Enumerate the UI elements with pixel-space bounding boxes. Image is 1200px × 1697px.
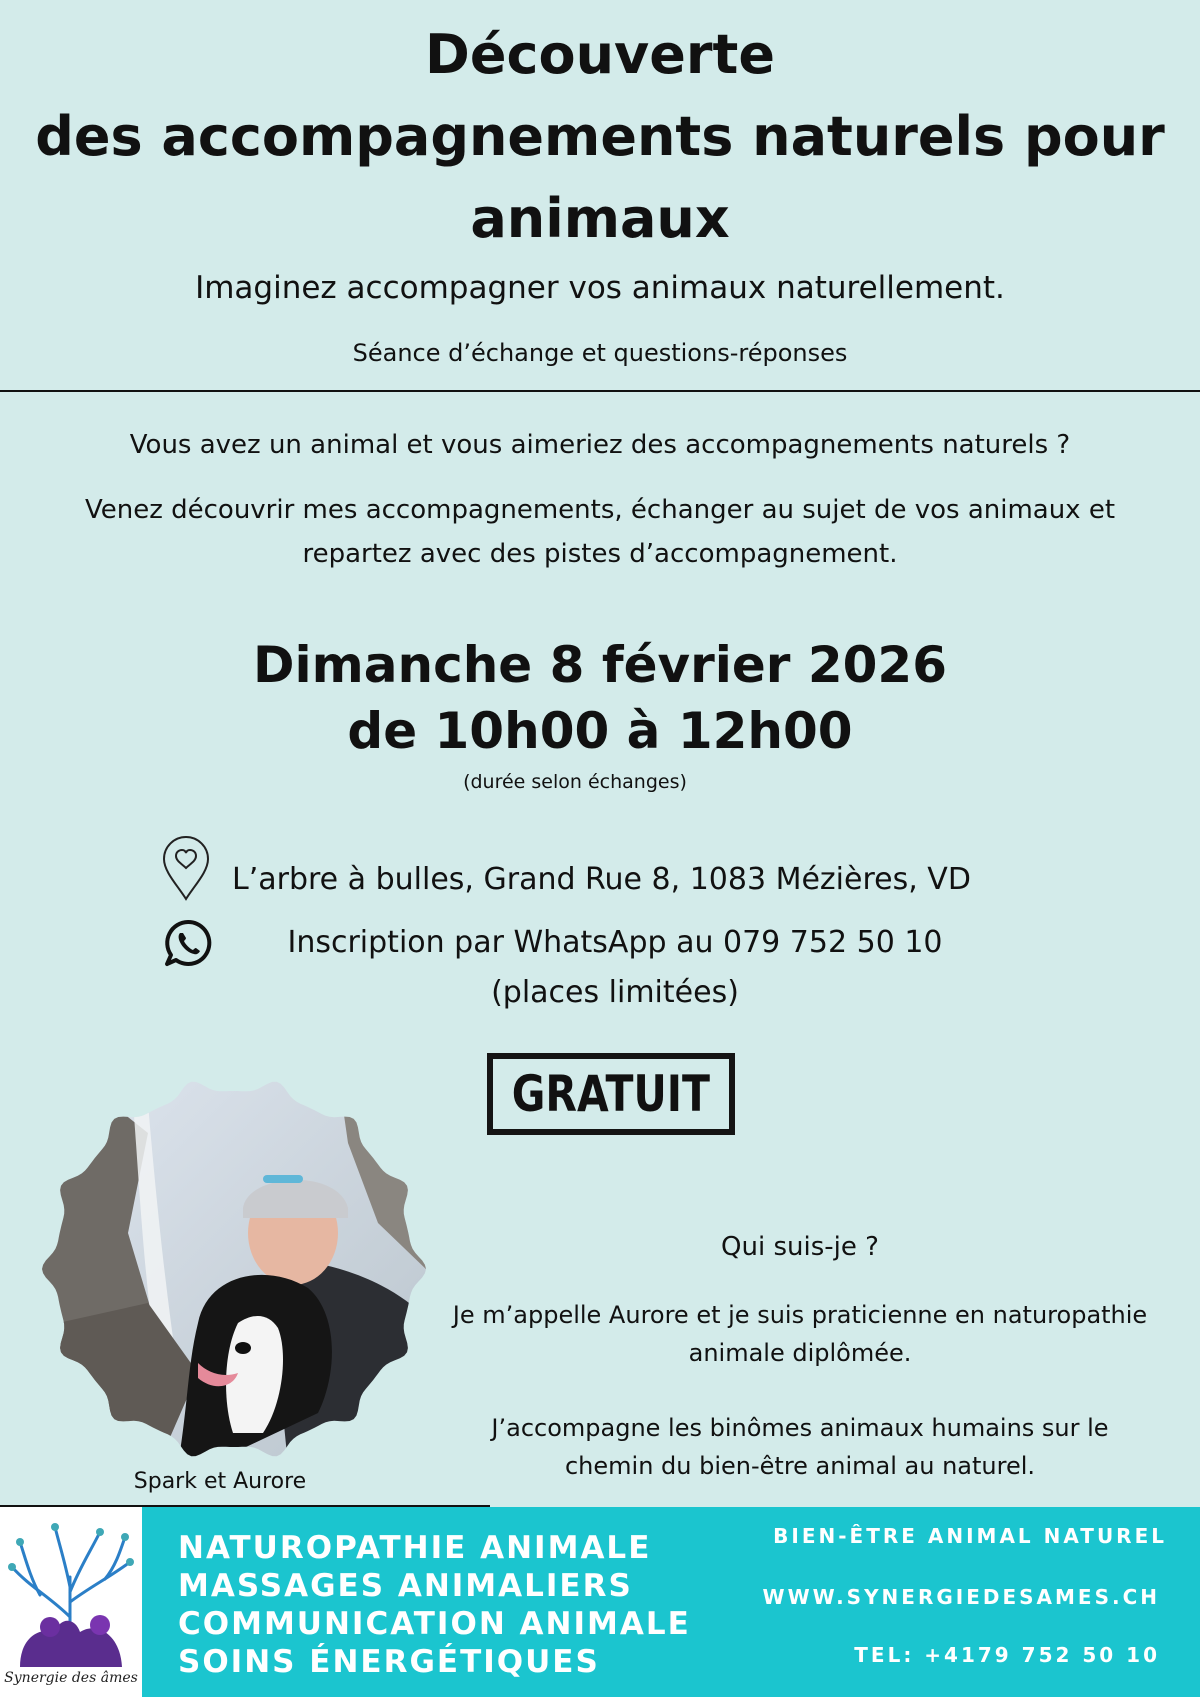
service-item: MASSAGES ANIMALIERS <box>178 1568 633 1604</box>
brand-logo <box>0 1507 142 1697</box>
free-badge-label: GRATUIT <box>511 1065 711 1123</box>
website-link[interactable]: WWW.SYNERGIEDESAMES.CH <box>762 1585 1160 1609</box>
about-title: Qui suis-je ? <box>721 1232 879 1262</box>
brand-logo-text: Synergie des âmes <box>4 1670 138 1686</box>
page-title <box>0 14 1200 260</box>
service-item: COMMUNICATION ANIMALE <box>178 1606 691 1642</box>
signup-note: (places limitées) <box>491 975 739 1010</box>
event-date: Dimanche 8 février 2026 <box>252 636 948 694</box>
photo-caption: Spark et Aurore <box>133 1469 307 1494</box>
divider <box>0 390 1200 392</box>
about-paragraph-2: J’accompagne les binômes animaux humains sur le chemin du bien-être animal au naturel. <box>491 1414 1109 1480</box>
signup-whatsapp: Inscription par WhatsApp au 079 752 50 10 <box>287 925 943 960</box>
location-heart-pin-icon <box>160 836 212 902</box>
subtitle: Imaginez accompagner vos animaux naturellement. <box>195 270 1005 306</box>
whatsapp-icon <box>163 918 213 968</box>
event-datetime <box>0 632 1200 764</box>
signup-info <box>220 918 1010 1018</box>
intro-question: Vous avez un animal et vous aimeriez des accompagnements naturels ? <box>129 430 1071 460</box>
about-paragraph-1: Je m’appelle Aurore et je suis praticienne en naturopathie animale diplômée. <box>452 1301 1148 1367</box>
profile-photo <box>38 1073 430 1465</box>
intro-invitation: Venez découvrir mes accompagnements, échanger au sujet de vos animaux et repartez avec des pistes d’accompagnement. <box>84 495 1116 569</box>
event-time: de 10h00 à 12h00 <box>347 702 853 760</box>
service-item: SOINS ÉNERGÉTIQUES <box>178 1644 600 1680</box>
title-line-2: des accompagnements naturels pour <box>35 105 1165 168</box>
event-location: L’arbre à bulles, Grand Rue 8, 1083 Mézières, VD <box>232 862 971 897</box>
title-line-1: Découverte <box>425 23 775 86</box>
footer-tagline: BIEN-ÊTRE ANIMAL NATUREL <box>773 1524 1167 1548</box>
free-badge <box>487 1053 735 1135</box>
service-item: NATUROPATHIE ANIMALE <box>178 1530 652 1566</box>
event-duration: (durée selon échanges) <box>463 771 687 793</box>
phone-number[interactable]: TEL: +4179 752 50 10 <box>854 1643 1160 1667</box>
title-line-3: animaux <box>470 187 730 250</box>
session-type: Séance d’échange et questions-réponses <box>352 339 848 367</box>
